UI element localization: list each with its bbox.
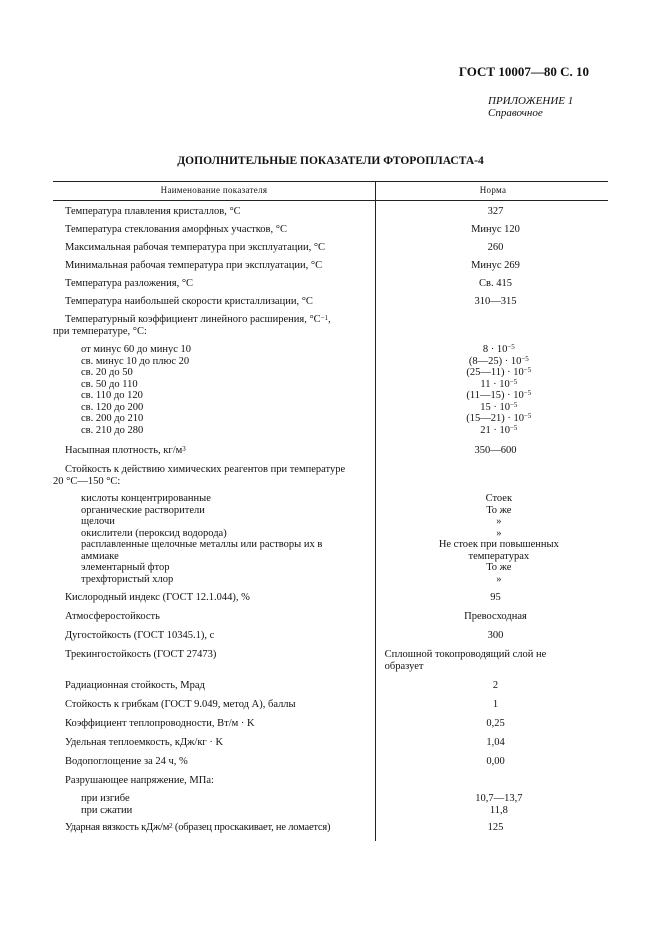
table-row: Температура разложения, °С Св. 415 [65,278,512,289]
table-row: Трекингостойкость (ГОСТ 27473) Сплошной токопроводящий слой не образует [65,649,547,672]
page-title: ДОПОЛНИТЕЛЬНЫЕ ПОКАЗАТЕЛИ ФТОРОПЛАСТА-4 [177,155,484,167]
stress-items [53,793,608,816]
table-row: Кислородный индекс (ГОСТ 12.1.044), % 95 [65,592,501,603]
list-item: от минус 60 до минус 10 $8 \cdot 10^{-5}$ [81,343,515,355]
table-row: Атмосферостойкость Превосходная [65,611,527,622]
list-item: св. 50 до 110 $11 \cdot 10^{-5}$ [81,377,518,390]
table-row: Разрушающее напряжение, МПа: [65,775,214,786]
appendix-label [488,95,573,119]
properties-table [53,181,608,834]
list-item: св. 110 до 120 (11—15) · $10^{-5}$ [81,389,532,401]
list-item: св. 20 до 50 (25—11) · $10^{-5}$ [81,366,532,378]
table-row: Минимальная рабочая температура при эксплуатации, °С Минус 269 [65,260,520,271]
list-item: органические растворители То же [81,504,512,516]
list-item: при изгибе 10,7—13,7 [81,793,523,804]
table-row: Температура плавления кристаллов, °С 327 [65,206,504,217]
document-number: ГОСТ 10007—80 С. 10 [458,64,589,79]
table-body [53,206,608,834]
list-item: при сжатии 11,8 [81,804,508,816]
list-item: св. 120 до 200 $15 \cdot 10^{-5}$ [81,400,518,413]
list-item: трехфтористый хлор » [81,573,502,585]
list-item: окислители (пероксид водорода) » [81,527,502,539]
list-item: св. минус 10 до плюс 20 (8—25) · $10^{-5}$ [81,354,529,367]
table-row: Температура стеклования аморфных участков, °С Минус 120 [65,224,520,235]
table-row-expansion: Температурный коэффициент линейного расширения, $^\circ С^{-1}$, при температуре, °С: [53,314,331,337]
table-row: Водопоглощение за 24 ч, % 0,00 [65,756,505,767]
list-item: кислоты концентрированные Стоек [81,493,513,504]
table-row: Коэффициент теплопроводности, Вт/м · K 0,25 [65,718,505,729]
list-item: щелочи » [81,516,502,527]
appendix-title: ПРИЛОЖЕНИЕ 1 [488,95,574,107]
table-row: Дугостойкость (ГОСТ 10345.1), с 300 [65,630,504,641]
table-row-chemical: Стойкость к действию химических реагентов при температуре 20 °С—150 °С: [53,464,346,487]
table-row: Стойкость к грибкам (ГОСТ 9.049, метод А), баллы 1 [65,699,499,710]
column-header-name: Наименование показателя [160,185,268,195]
list-item: св. 200 до 210 (15—21) · $10^{-5}$ [81,412,532,424]
chemical-items [53,493,608,585]
table-row: Ударная вязкость кДж/$м^2$ (образец проскакивает, не ломается) 125 [65,822,504,833]
table-row: Насыпная плотность, $кг/м^3$ 350—600 [65,445,517,456]
table-header [53,181,608,201]
list-item: расплавленные щелочные металлы или растворы их в аммиаке Не стоек при повышенных температурах [81,539,559,562]
table-row: Радиационная стойкость, Мрад 2 [65,680,499,691]
table-row: Удельная теплоемкость, кДж/кг · K 1,04 [65,737,505,748]
column-header-value: Норма [479,185,507,195]
list-item: элементарный фтор То же [81,562,512,573]
table-row: Температура наибольшей скорости кристаллизации, °С 310—315 [65,296,517,307]
table-row: Максимальная рабочая температура при эксплуатации, °С 260 [65,242,504,253]
appendix-note: Справочное [488,107,543,119]
list-item: св. 210 до 280 $21 \cdot 10^{-5}$ [81,423,518,436]
expansion-ranges [53,344,608,436]
